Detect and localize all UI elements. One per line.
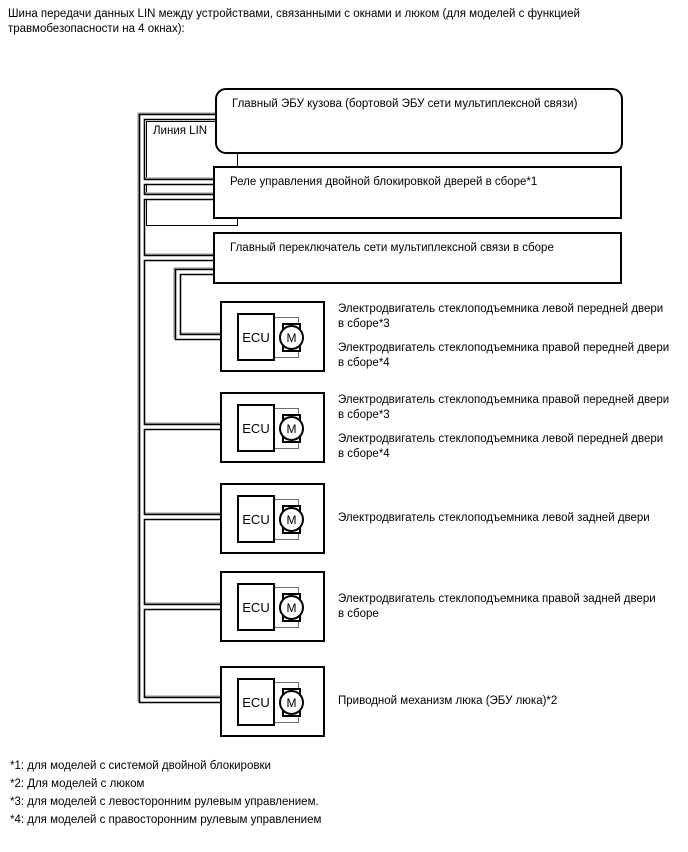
ecu-block-5-labels	[338, 666, 683, 737]
motor-icon: M	[279, 690, 304, 715]
node-body-ecu-label: Главный ЭБУ кузова (бортовой ЭБУ сети мультиплексной связи)	[232, 98, 578, 110]
footnote-1: *1: для моделей с системой двойной блокировки	[10, 760, 271, 772]
ecu-box: ECU	[237, 404, 275, 452]
bus-outline-layer	[142, 117, 223, 700]
node-body-ecu	[215, 88, 623, 154]
motor-icon: M	[279, 416, 304, 441]
ecu-block-rear-window-right	[220, 571, 325, 642]
footnote-3: *3: для моделей с левосторонним рулевым управлением.	[10, 796, 319, 808]
ecu-box: ECU	[237, 495, 275, 543]
ecu-block-2-labels	[338, 392, 683, 463]
ecu-label-paragraph: Приводной механизм люка (ЭБУ люка)*2	[338, 695, 558, 707]
page-title: Шина передачи данных LIN между устройствами, связанными с окнами и люком (для моделей с функцией травмобезопасности на 4 окнах):	[8, 8, 580, 35]
bus-core-layer	[142, 117, 223, 700]
ecu-box: ECU	[237, 583, 275, 631]
motor-icon: M	[279, 507, 304, 532]
lin-bus-label: Линия LIN	[153, 125, 208, 137]
ecu-label-paragraph: Электродвигатель стеклоподъемника правой передней двери в сборе*4	[338, 342, 670, 369]
motor-icon: M	[279, 325, 304, 350]
ecu-block-rear-window-left	[220, 483, 325, 554]
node-double-lock-relay	[213, 166, 622, 219]
ecu-label-paragraph: Электродвигатель стеклоподъемника правой задней двери в сборе	[338, 592, 656, 620]
ecu-block-1-labels	[338, 301, 683, 372]
ecu-label-paragraph: Электродвигатель стеклоподъемника правой передней двери в сборе*3	[338, 394, 670, 421]
ecu-block-4-labels	[338, 571, 683, 642]
ecu-block-front-window-1	[220, 301, 325, 372]
ecu-block-3-labels	[338, 483, 683, 554]
ecu-box: ECU	[237, 313, 275, 361]
ecu-label-paragraph: Электродвигатель стеклоподъемника левой задней двери	[338, 512, 650, 524]
ecu-block-sunroof	[220, 666, 325, 737]
node-double-lock-relay-label: Реле управления двойной блокировкой дверей в сборе*1	[230, 176, 538, 188]
ecu-box: ECU	[237, 678, 275, 726]
node-master-switch-label: Главный переключатель сети мультиплексной связи в сборе	[230, 242, 554, 254]
footnote-4: *4: для моделей с правосторонним рулевым управлением	[10, 814, 322, 826]
bus-shadow-layer	[141, 116, 222, 699]
motor-icon: M	[279, 595, 304, 620]
ecu-label-paragraph: Электродвигатель стеклоподъемника левой передней двери в сборе*3	[338, 303, 664, 330]
node-master-switch	[213, 232, 622, 284]
ecu-label-paragraph: Электродвигатель стеклоподъемника левой передней двери в сборе*4	[338, 433, 664, 460]
ecu-block-front-window-2	[220, 392, 325, 463]
footnote-2: *2: Для моделей с люком	[10, 778, 145, 790]
